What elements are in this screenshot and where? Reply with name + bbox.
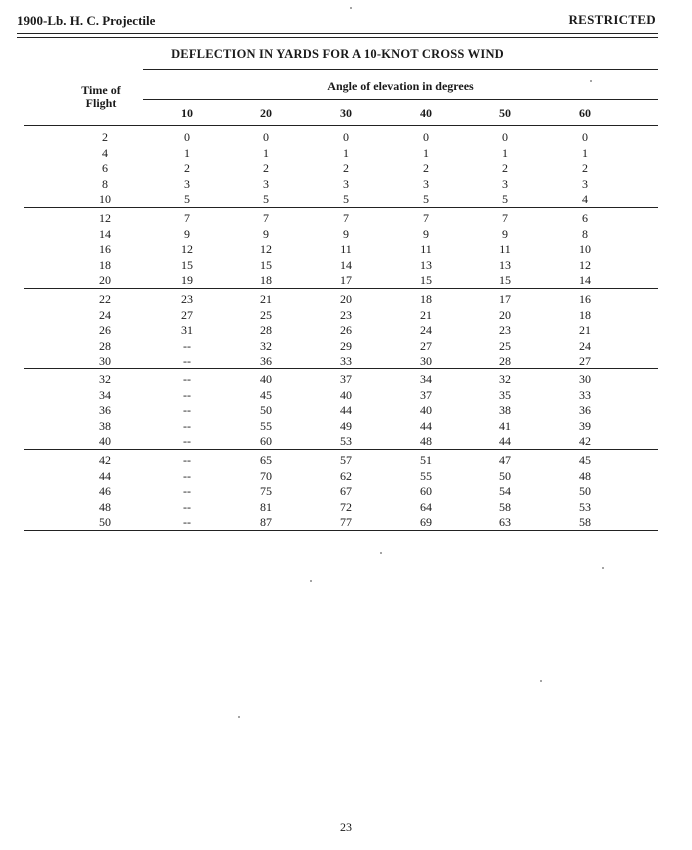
- deflection-cell: 70: [260, 468, 272, 483]
- time-of-flight-cell: 26: [99, 323, 111, 337]
- deflection-cell: 69: [420, 515, 432, 529]
- deflection-cell: 44: [340, 403, 352, 417]
- deflection-cell: 18: [420, 292, 432, 306]
- deflection-cell: 44: [499, 434, 511, 448]
- deflection-cell: 0: [184, 130, 190, 144]
- deflection-cell: 3: [263, 176, 269, 191]
- deflection-cell: 39: [579, 418, 591, 433]
- table-title: DEFLECTION IN YARDS FOR A 10-KNOT CROSS WIND: [171, 47, 504, 61]
- deflection-cell: 33: [579, 387, 591, 402]
- scan-speck: [310, 580, 312, 582]
- scan-speck: [380, 552, 382, 554]
- deflection-cell: --: [183, 453, 191, 467]
- table-row: [0, 453, 692, 468]
- deflection-cell: 41: [499, 418, 511, 433]
- deflection-cell: --: [183, 434, 191, 448]
- scan-speck: [590, 80, 592, 82]
- deflection-cell: 7: [343, 211, 349, 225]
- deflection-cell: 51: [420, 453, 432, 467]
- time-of-flight-header-line1: Time of: [81, 83, 121, 97]
- table-row: [0, 242, 692, 257]
- time-of-flight-cell: 34: [99, 387, 111, 402]
- deflection-cell: 1: [343, 145, 349, 160]
- deflection-cell: 49: [340, 418, 352, 433]
- deflection-cell: 13: [499, 257, 511, 272]
- deflection-cell: 29: [340, 338, 352, 353]
- deflection-cell: 5: [184, 192, 190, 206]
- deflection-cell: 18: [260, 273, 272, 287]
- deflection-cell: --: [183, 468, 191, 483]
- deflection-cell: --: [183, 403, 191, 417]
- angle-header-60: 60: [579, 106, 591, 120]
- deflection-cell: 28: [499, 354, 511, 368]
- group-divider: [24, 288, 658, 289]
- deflection-cell: 9: [263, 226, 269, 241]
- time-of-flight-cell: 50: [99, 515, 111, 529]
- deflection-cell: 12: [579, 257, 591, 272]
- deflection-cell: 1: [423, 145, 429, 160]
- deflection-cell: 40: [260, 372, 272, 386]
- time-of-flight-cell: 42: [99, 453, 111, 467]
- deflection-cell: 48: [420, 434, 432, 448]
- angle-header-50: 50: [499, 106, 511, 120]
- deflection-cell: 53: [579, 499, 591, 514]
- deflection-cell: 16: [579, 292, 591, 306]
- time-of-flight-cell: 44: [99, 468, 111, 483]
- deflection-cell: 1: [582, 145, 588, 160]
- table-row: [0, 308, 692, 323]
- deflection-cell: 36: [579, 403, 591, 417]
- time-of-flight-cell: 4: [102, 145, 108, 160]
- deflection-cell: 5: [263, 192, 269, 206]
- time-of-flight-cell: 46: [99, 484, 111, 498]
- angle-header-rule: [143, 99, 658, 100]
- deflection-cell: 26: [340, 323, 352, 337]
- deflection-cell: --: [183, 418, 191, 433]
- time-of-flight-cell: 8: [102, 176, 108, 191]
- deflection-cell: 1: [263, 145, 269, 160]
- angle-of-elevation-header: Angle of elevation in degrees: [327, 79, 474, 93]
- deflection-cell: 0: [343, 130, 349, 144]
- table-row: [0, 372, 692, 387]
- deflection-cell: 37: [340, 372, 352, 386]
- scan-speck: [350, 7, 352, 9]
- deflection-cell: 53: [340, 434, 352, 448]
- table-row: [0, 227, 692, 242]
- deflection-cell: 25: [499, 338, 511, 353]
- deflection-cell: 33: [340, 354, 352, 368]
- deflection-cell: 57: [340, 453, 352, 467]
- deflection-cell: 7: [263, 211, 269, 225]
- deflection-cell: 11: [420, 242, 432, 256]
- deflection-cell: 64: [420, 499, 432, 514]
- deflection-cell: 40: [340, 387, 352, 402]
- time-of-flight-cell: 10: [99, 192, 111, 206]
- deflection-cell: 32: [260, 338, 272, 353]
- deflection-cell: 27: [579, 354, 591, 368]
- deflection-cell: 7: [184, 211, 190, 225]
- table-row: [0, 419, 692, 434]
- deflection-cell: 42: [579, 434, 591, 448]
- table-row: [0, 484, 692, 499]
- table-bottom-rule: [24, 530, 658, 531]
- deflection-cell: 13: [420, 257, 432, 272]
- deflection-cell: 0: [263, 130, 269, 144]
- table-title-rule: [143, 69, 658, 70]
- time-of-flight-cell: 12: [99, 211, 111, 225]
- deflection-cell: 15: [260, 257, 272, 272]
- deflection-cell: 15: [499, 273, 511, 287]
- deflection-cell: 3: [343, 176, 349, 191]
- deflection-cell: 12: [260, 242, 272, 256]
- deflection-cell: 11: [340, 242, 352, 256]
- deflection-cell: 5: [343, 192, 349, 206]
- scan-speck: [602, 567, 604, 569]
- deflection-cell: 5: [423, 192, 429, 206]
- page-number: 23: [340, 820, 352, 834]
- table-row: [0, 403, 692, 418]
- deflection-cell: 9: [184, 226, 190, 241]
- deflection-cell: 20: [340, 292, 352, 306]
- deflection-cell: --: [183, 484, 191, 498]
- deflection-cell: 87: [260, 515, 272, 529]
- deflection-cell: 2: [582, 161, 588, 175]
- deflection-cell: 19: [181, 273, 193, 287]
- deflection-cell: 34: [420, 372, 432, 386]
- table-row: [0, 388, 692, 403]
- deflection-cell: 2: [502, 161, 508, 175]
- deflection-cell: 65: [260, 453, 272, 467]
- deflection-cell: 5: [502, 192, 508, 206]
- table-row: [0, 258, 692, 273]
- deflection-cell: 1: [502, 145, 508, 160]
- angle-header-10: 10: [181, 106, 193, 120]
- deflection-cell: --: [183, 515, 191, 529]
- deflection-cell: 3: [423, 176, 429, 191]
- table-row: [0, 354, 692, 369]
- deflection-cell: 75: [260, 484, 272, 498]
- deflection-cell: 0: [582, 130, 588, 144]
- time-of-flight-cell: 40: [99, 434, 111, 448]
- deflection-cell: 44: [420, 418, 432, 433]
- deflection-cell: 30: [420, 354, 432, 368]
- deflection-cell: 6: [582, 211, 588, 225]
- deflection-cell: 23: [181, 292, 193, 306]
- deflection-cell: 21: [579, 323, 591, 337]
- table-row: [0, 177, 692, 192]
- deflection-cell: 58: [579, 515, 591, 529]
- deflection-cell: 15: [181, 257, 193, 272]
- deflection-cell: 11: [499, 242, 511, 256]
- deflection-cell: 1: [184, 145, 190, 160]
- time-of-flight-header: [60, 84, 142, 110]
- table-row: [0, 211, 692, 226]
- time-of-flight-cell: 30: [99, 354, 111, 368]
- group-divider: [24, 207, 658, 208]
- deflection-cell: 7: [423, 211, 429, 225]
- header-rule-top: [17, 33, 658, 34]
- angle-header-40: 40: [420, 106, 432, 120]
- deflection-cell: 40: [420, 403, 432, 417]
- deflection-cell: 72: [340, 499, 352, 514]
- deflection-cell: 45: [579, 453, 591, 467]
- deflection-cell: 7: [502, 211, 508, 225]
- deflection-cell: 48: [579, 468, 591, 483]
- deflection-cell: 67: [340, 484, 352, 498]
- table-header-rule: [24, 125, 658, 126]
- time-of-flight-cell: 2: [102, 130, 108, 144]
- time-of-flight-cell: 18: [99, 257, 111, 272]
- deflection-cell: 4: [582, 192, 588, 206]
- deflection-cell: 81: [260, 499, 272, 514]
- time-of-flight-cell: 16: [99, 242, 111, 256]
- deflection-cell: 60: [420, 484, 432, 498]
- deflection-cell: 0: [423, 130, 429, 144]
- deflection-cell: --: [183, 387, 191, 402]
- deflection-cell: 2: [343, 161, 349, 175]
- deflection-cell: 10: [579, 242, 591, 256]
- time-of-flight-cell: 48: [99, 499, 111, 514]
- deflection-cell: --: [183, 499, 191, 514]
- deflection-cell: 31: [181, 323, 193, 337]
- header-rule-bottom: [17, 37, 658, 38]
- deflection-cell: 2: [423, 161, 429, 175]
- time-of-flight-cell: 36: [99, 403, 111, 417]
- deflection-cell: 47: [499, 453, 511, 467]
- deflection-cell: --: [183, 338, 191, 353]
- deflection-cell: 3: [582, 176, 588, 191]
- deflection-cell: 50: [499, 468, 511, 483]
- deflection-cell: 25: [260, 307, 272, 322]
- deflection-cell: 17: [499, 292, 511, 306]
- table-row: [0, 273, 692, 288]
- deflection-cell: 9: [343, 226, 349, 241]
- deflection-cell: 37: [420, 387, 432, 402]
- deflection-cell: --: [183, 354, 191, 368]
- angle-header-20: 20: [260, 106, 272, 120]
- deflection-cell: 28: [260, 323, 272, 337]
- deflection-cell: 21: [260, 292, 272, 306]
- scan-speck: [540, 680, 542, 682]
- deflection-cell: 23: [340, 307, 352, 322]
- table-row: [0, 469, 692, 484]
- time-of-flight-cell: 14: [99, 226, 111, 241]
- deflection-cell: 9: [423, 226, 429, 241]
- deflection-cell: 62: [340, 468, 352, 483]
- classification-marking: RESTRICTED: [568, 12, 656, 27]
- deflection-cell: 35: [499, 387, 511, 402]
- deflection-cell: 38: [499, 403, 511, 417]
- deflection-cell: 15: [420, 273, 432, 287]
- deflection-cell: 36: [260, 354, 272, 368]
- deflection-cell: 18: [579, 307, 591, 322]
- time-of-flight-cell: 24: [99, 307, 111, 322]
- time-of-flight-cell: 38: [99, 418, 111, 433]
- table-row: [0, 292, 692, 307]
- deflection-cell: 27: [420, 338, 432, 353]
- deflection-cell: 2: [263, 161, 269, 175]
- deflection-cell: 45: [260, 387, 272, 402]
- group-divider: [24, 449, 658, 450]
- deflection-cell: 17: [340, 273, 352, 287]
- time-of-flight-cell: 32: [99, 372, 111, 386]
- time-of-flight-cell: 28: [99, 338, 111, 353]
- deflection-cell: 24: [579, 338, 591, 353]
- deflection-cell: 30: [579, 372, 591, 386]
- deflection-cell: 0: [502, 130, 508, 144]
- deflection-cell: 3: [184, 176, 190, 191]
- table-row: [0, 434, 692, 449]
- time-of-flight-cell: 20: [99, 273, 111, 287]
- deflection-cell: 24: [420, 323, 432, 337]
- angle-header-30: 30: [340, 106, 352, 120]
- deflection-cell: 77: [340, 515, 352, 529]
- table-row: [0, 339, 692, 354]
- time-of-flight-header-line2: Flight: [85, 96, 117, 110]
- deflection-cell: 2: [184, 161, 190, 175]
- time-of-flight-cell: 6: [102, 161, 108, 175]
- deflection-cell: 14: [579, 273, 591, 287]
- table-row: [0, 323, 692, 338]
- deflection-cell: 60: [260, 434, 272, 448]
- scan-speck: [238, 716, 240, 718]
- deflection-cell: 50: [579, 484, 591, 498]
- deflection-cell: 20: [499, 307, 511, 322]
- table-row: [0, 192, 692, 207]
- deflection-cell: 32: [499, 372, 511, 386]
- table-row: [0, 146, 692, 161]
- deflection-cell: 14: [340, 257, 352, 272]
- deflection-cell: 58: [499, 499, 511, 514]
- deflection-cell: 9: [502, 226, 508, 241]
- deflection-cell: 55: [420, 468, 432, 483]
- table-row: [0, 130, 692, 145]
- deflection-cell: --: [183, 372, 191, 386]
- table-row: [0, 161, 692, 176]
- deflection-cell: 54: [499, 484, 511, 498]
- deflection-cell: 21: [420, 307, 432, 322]
- table-row: [0, 515, 692, 530]
- deflection-cell: 8: [582, 226, 588, 241]
- time-of-flight-cell: 22: [99, 292, 111, 306]
- deflection-cell: 27: [181, 307, 193, 322]
- deflection-cell: 12: [181, 242, 193, 256]
- deflection-cell: 50: [260, 403, 272, 417]
- table-row: [0, 500, 692, 515]
- deflection-cell: 63: [499, 515, 511, 529]
- deflection-cell: 23: [499, 323, 511, 337]
- deflection-cell: 3: [502, 176, 508, 191]
- deflection-cell: 55: [260, 418, 272, 433]
- running-header-title: 1900-Lb. H. C. Projectile: [17, 13, 156, 28]
